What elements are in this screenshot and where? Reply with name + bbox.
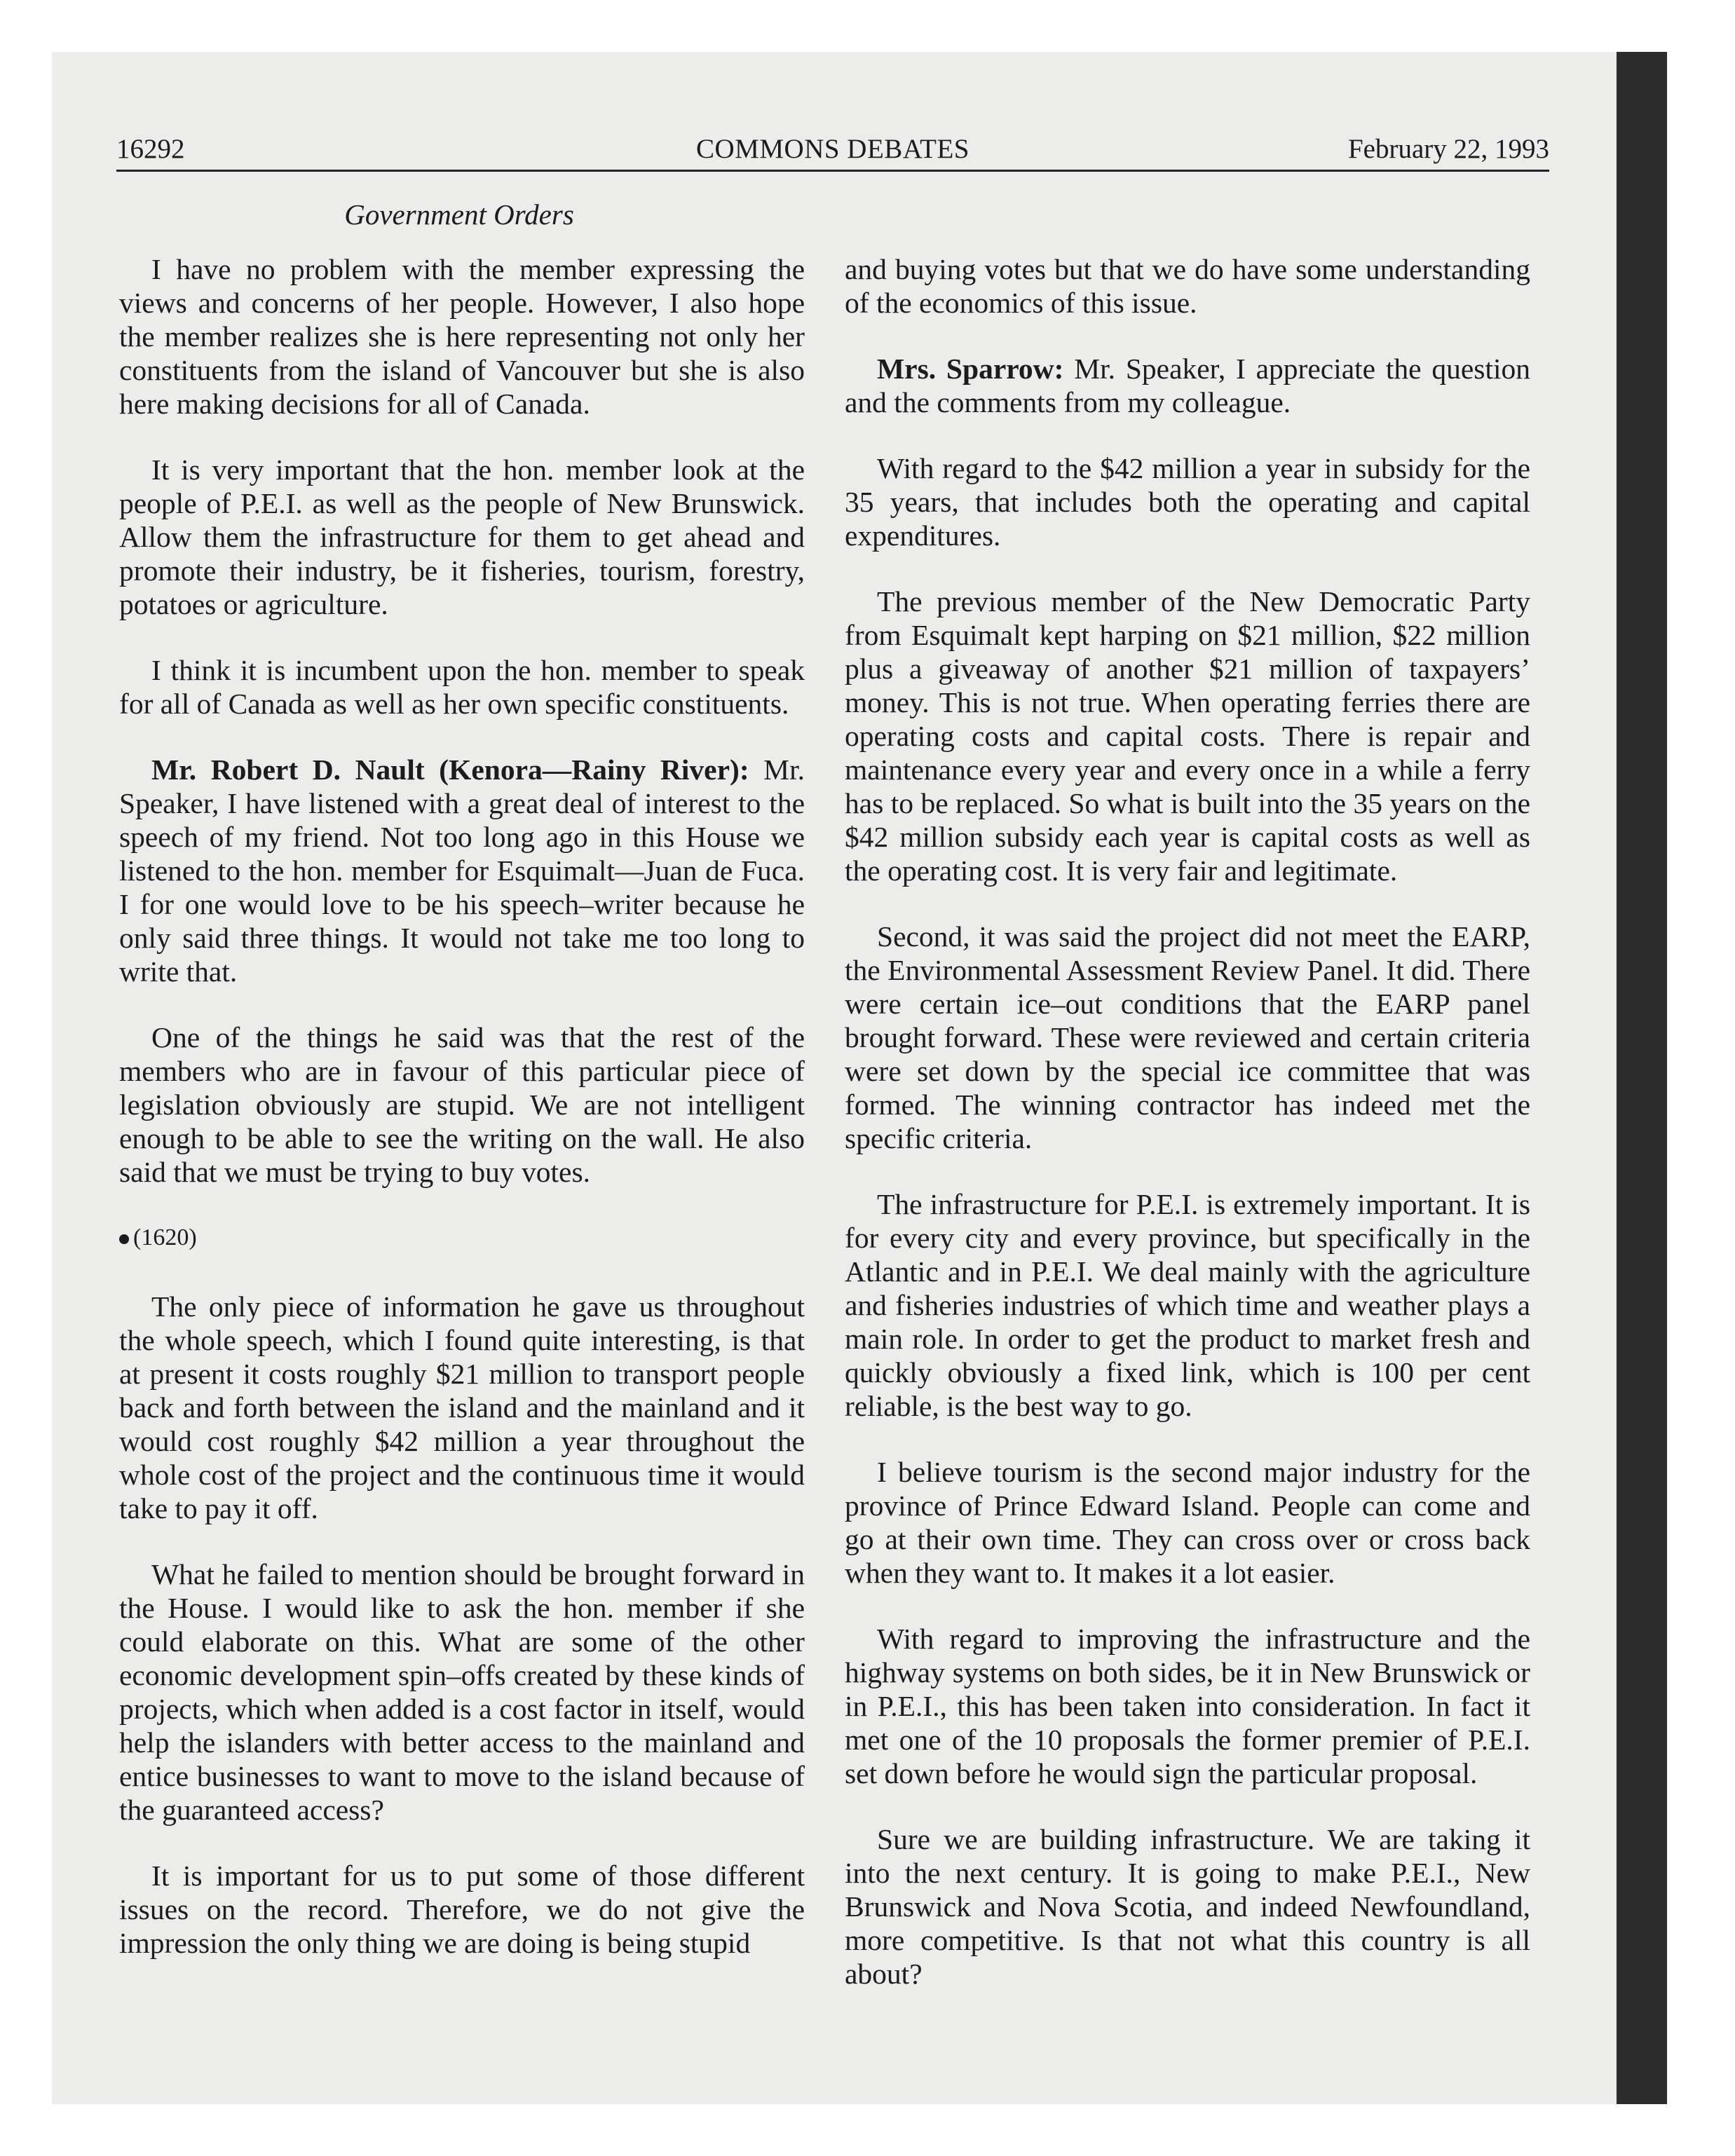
paragraph: [119, 653, 805, 721]
page-number: 16292: [116, 134, 185, 164]
paragraph-text: The infrastructure for P.E.I. is extremely important. It is for every city and every province, but specifically in the Atlantic and in P.E.I. We deal mainly with the agriculture and fisheries industries of which time and weather plays a main role. In order to get the product to market fresh and quickly obviously a fixed link, which is 100 per cent reliable, is the best way to go.: [845, 1188, 1530, 1422]
time-stamp: [119, 1221, 805, 1255]
paragraph: [845, 252, 1530, 320]
paragraph-text: It is important for us to put some of those different issues on the record. Therefore, we do not give the impression the only thing we are doing is being stupid: [119, 1860, 805, 1959]
paragraph-text: Mr. Speaker, I appreciate the question and the comments from my colleague.: [845, 353, 1530, 418]
paragraph-text: I believe tourism is the second major industry for the province of Prince Edward Island. People can come and go at their own time. They can cross over or cross back when they want to. It makes it a lot easier.: [845, 1456, 1530, 1589]
paragraph: [845, 451, 1530, 552]
paragraph: [845, 585, 1530, 887]
paragraph-text: One of the things he said was that the rest of the members who are in favour of this particular piece of legislation obviously are stupid. We are not intelligent enough to be able to see the writing on the wall. He also said that we must be trying to buy votes.: [119, 1021, 805, 1188]
paragraph: [119, 252, 805, 421]
paragraph: [845, 1455, 1530, 1590]
paragraph: [845, 920, 1530, 1155]
paragraph: [845, 352, 1530, 419]
scan-edge-shadow: [1617, 52, 1667, 2104]
paragraph: [119, 453, 805, 621]
speaker-name: Mr. Robert D. Nault (Kenora—Rainy River):: [151, 753, 749, 786]
paragraph: [119, 753, 805, 988]
left-column: [119, 252, 805, 1992]
paragraph-text: The previous member of the New Democratic Party from Esquimalt kept harping on $21 million, $22 million plus a giveaway of another $21 million of taxpayers’ money. This is not true. When operating ferries there are operating costs and capital costs. There is repair and maintenance every year and every once in a while a ferry has to be replaced. So what is built into the 35 years on the $42 million subsidy each year is capital costs as well as the operating cost. It is very fair and legitimate.: [845, 585, 1530, 887]
paragraph: [119, 1859, 805, 1960]
paragraph-text: Mr. Speaker, I have listened with a great deal of interest to the speech of my friend. Not too long ago in this House we listened to the hon. member for Esquimalt—Juan de Fuca. I for one would love to be his speech–writer because he only said three things. It would not take me too long to write that.: [119, 753, 805, 988]
bullet-icon: [119, 1234, 129, 1244]
paragraph: [845, 1622, 1530, 1790]
paragraph-text: Second, it was said the project did not meet the EARP, the Environmental Assessment Review Panel. It did. There were certain ice–out conditions that the EARP panel brought forward. These were reviewed and certain criteria were set down by the special ice committee that was formed. The winning contractor has indeed met the specific criteria.: [845, 920, 1530, 1154]
paragraph: [119, 1557, 805, 1827]
paragraph: [845, 1187, 1530, 1423]
issue-date: February 22, 1993: [1347, 134, 1549, 164]
speaker-name: Mrs. Sparrow:: [877, 353, 1064, 385]
paragraph-text: What he failed to mention should be brought forward in the House. I would like to ask the hon. member if she could elaborate on this. What are some of the other economic development spin–offs created by these kinds of projects, which when added is a cost factor in itself, would help the islanders with better access to the mainland and entice businesses to want to move to the island because of the guaranteed access?: [119, 1558, 805, 1826]
journal-title: COMMONS DEBATES: [696, 134, 969, 164]
section-title: Government Orders: [344, 198, 574, 231]
paragraph-text: and buying votes but that we do have some understanding of the economics of this issue.: [845, 253, 1530, 319]
paragraph-text: The only piece of information he gave us throughout the whole speech, which I found quite interesting, is that at present it costs roughly $21 million to transport people back and forth between the island and the mainland and it would cost roughly $42 million a year throughout the whole cost of the project and the continuous time it would take to pay it off.: [119, 1290, 805, 1524]
paragraph-text: With regard to the $42 million a year in subsidy for the 35 years, that includes both the operating and capital expenditures.: [845, 452, 1530, 552]
right-column: [845, 252, 1530, 2023]
paragraph: [119, 1021, 805, 1189]
paragraph-text: With regard to improving the infrastructure and the highway systems on both sides, be it in New Brunswick or in P.E.I., this has been taken into consideration. In fact it met one of the 10 proposals the former premier of P.E.I. set down before he would sign the particular proposal.: [845, 1623, 1530, 1789]
paragraph-text: I think it is incumbent upon the hon. member to speak for all of Canada as well as her own specific constituents.: [119, 654, 805, 720]
paragraph: [845, 1822, 1530, 1991]
paragraph: [119, 1290, 805, 1525]
time-stamp-text: (1620): [133, 1224, 197, 1250]
running-header: [116, 128, 1549, 172]
paragraph-text: I have no problem with the member expressing the views and concerns of her people. However, I also hope the member realizes she is here representing not only her constituents from the island of Vancouver but she is also here making decisions for all of Canada.: [119, 253, 805, 420]
paragraph-text: Sure we are building infrastructure. We are taking it into the next century. It is going to make P.E.I., New Brunswick and Nova Scotia, and indeed Newfoundland, more competitive. Is that not what this country is all about?: [845, 1823, 1530, 1990]
paragraph-text: It is very important that the hon. member look at the people of P.E.I. as well as the people of New Brunswick. Allow them the infrastructure for them to get ahead and promote their industry, be it fisheries, tourism, forestry, potatoes or agriculture.: [119, 453, 805, 620]
